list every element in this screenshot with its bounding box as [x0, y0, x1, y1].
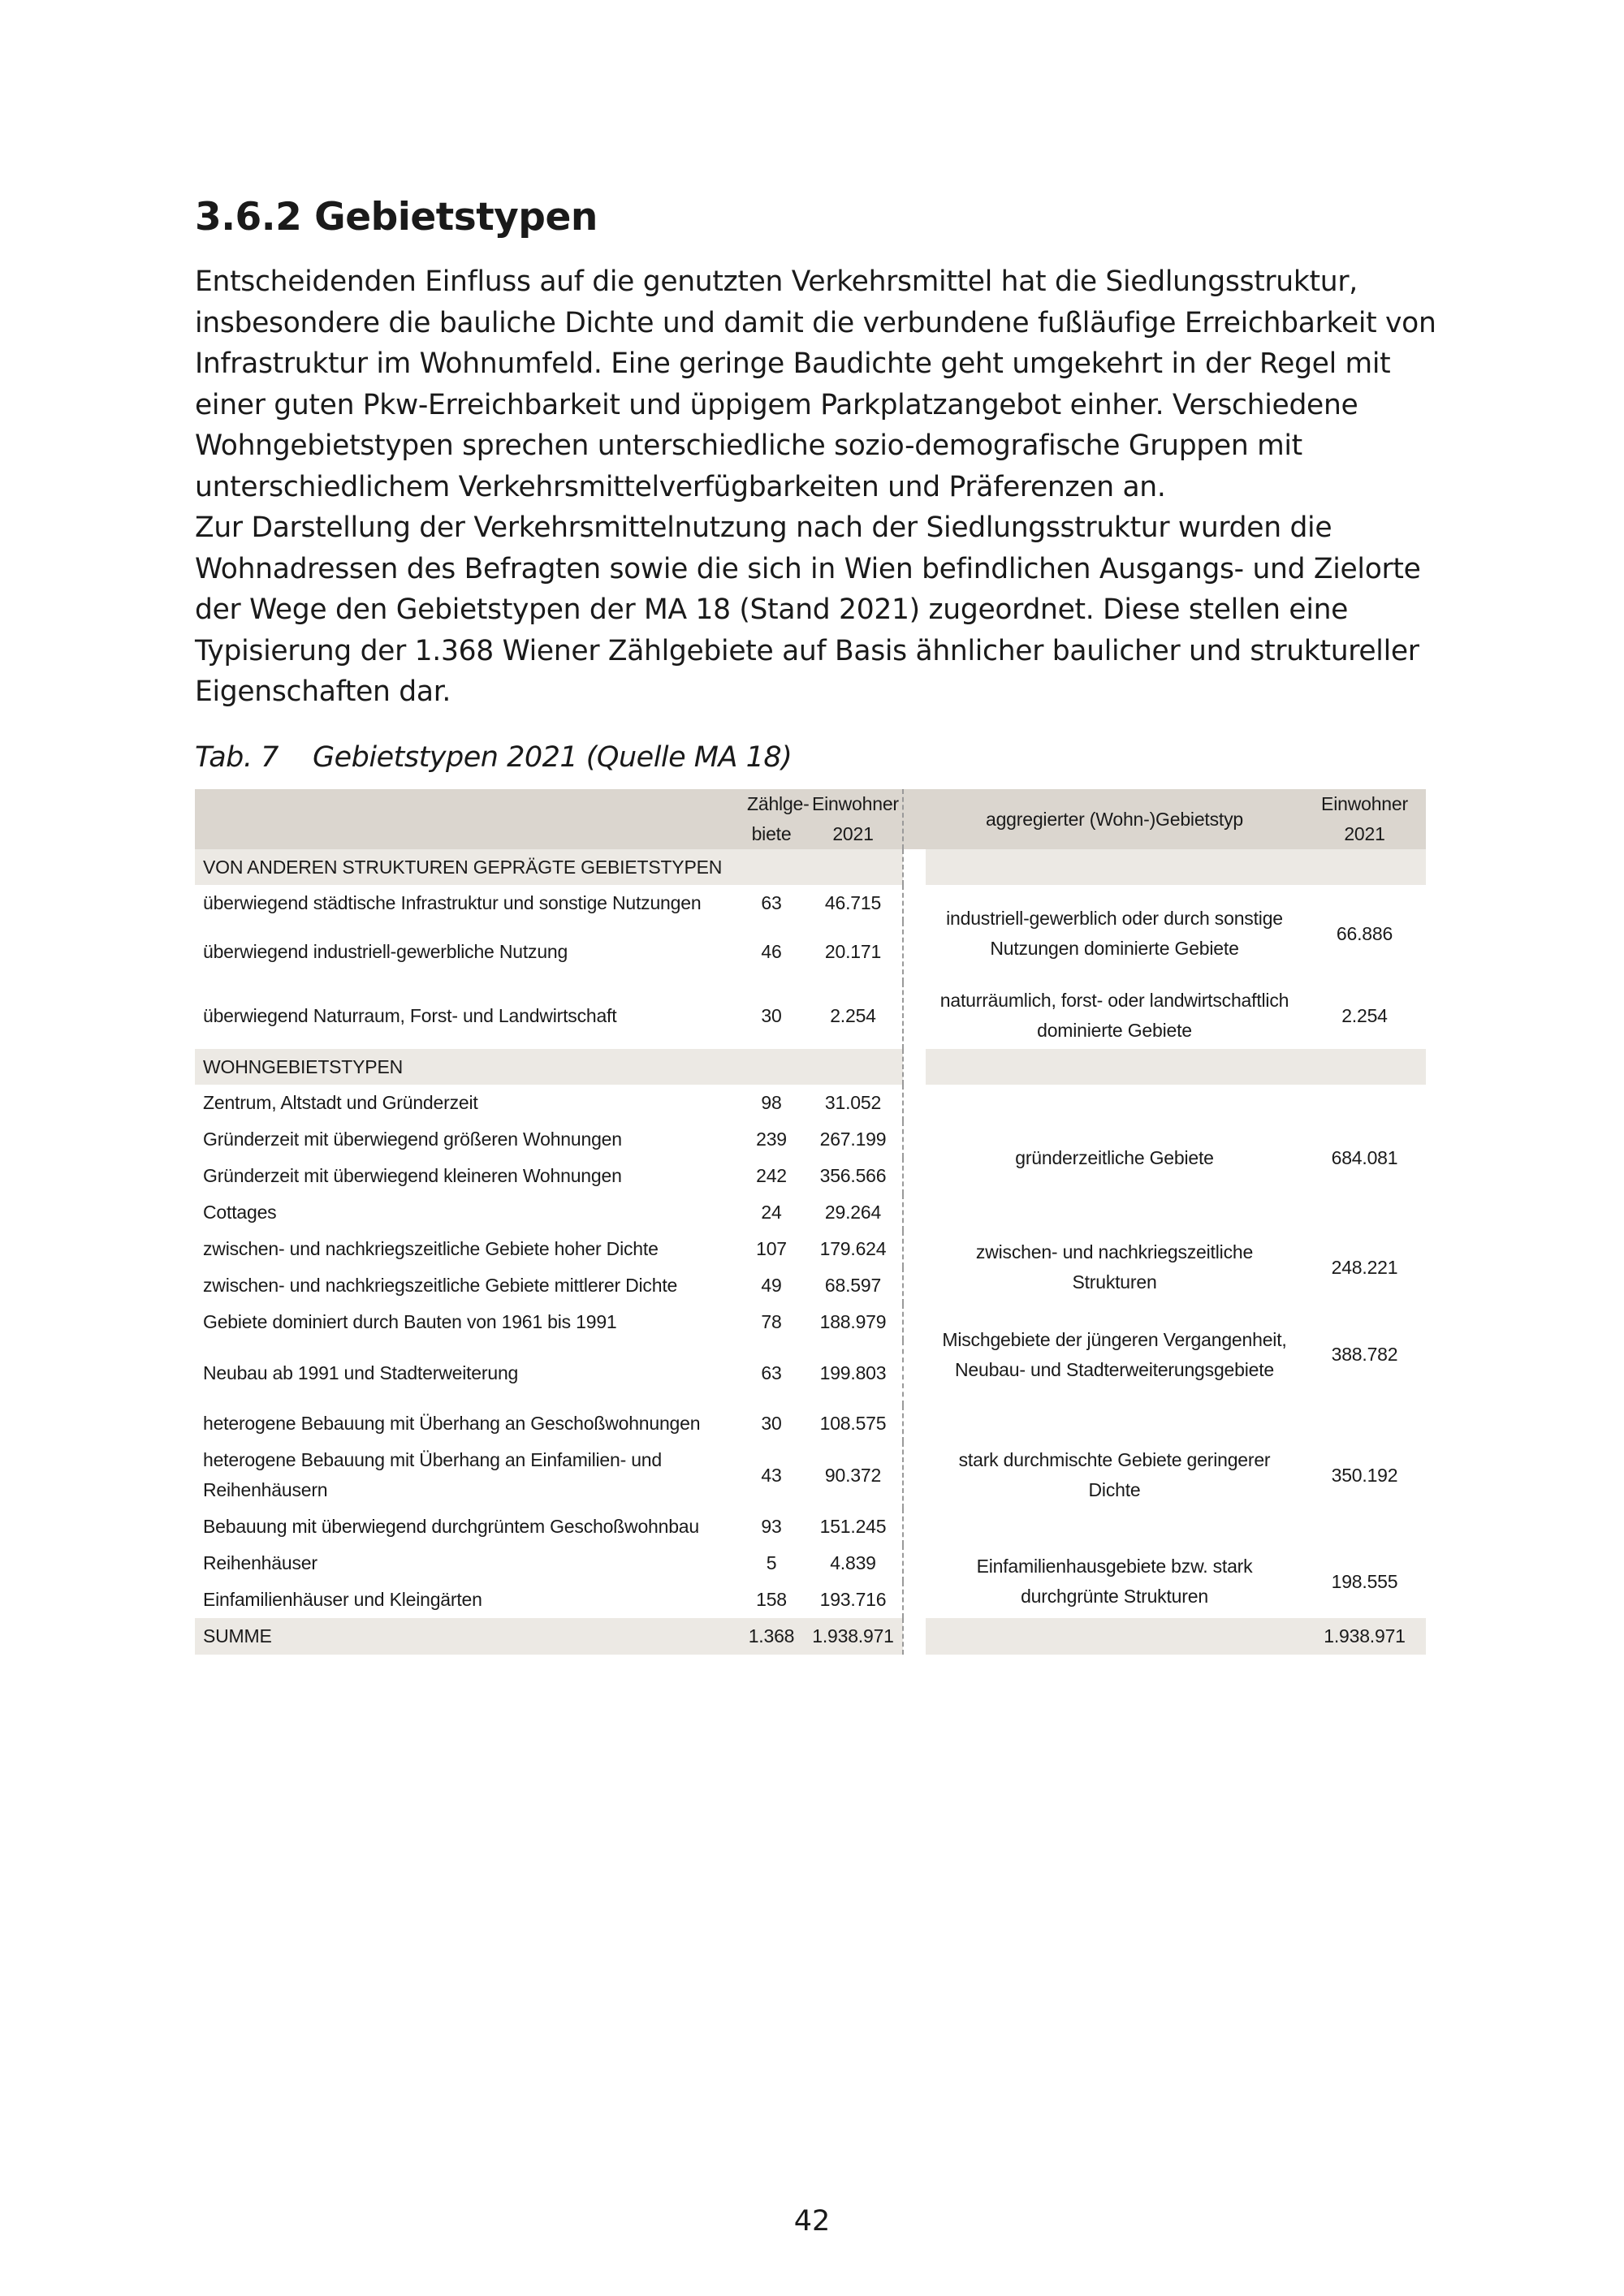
- paragraph-2: Zur Darstellung der Verkehrsmittelnutzung nach der Siedlungsstruktur wurden die Wohnadressen des Befragten sowie die sich in Wien befindlichen Ausgangs- und Zielorte der Wege den Gebietstypen der MA 18 (Stand 2021) zugeordnet. Diese stellen eine Typisierung der 1.368 Wiener Zählgebiete auf Basis ähnlicher baulicher und struktureller Eigenschaften dar.: [195, 511, 1421, 708]
- sum-zaehlgebiete: 1.368: [739, 1618, 804, 1655]
- group-einwohner: 684.081: [1331, 1146, 1398, 1168]
- row-name: Einfamilienhäuser und Kleingärten: [203, 1589, 482, 1610]
- row-zaehlgebiete: 46: [761, 941, 782, 962]
- row-name: Bebauung mit überwiegend durchgrüntem Geschoßwohnbau: [203, 1516, 699, 1537]
- group-einwohner: 66.886: [1336, 922, 1393, 944]
- row-zaehlgebiete: 107: [756, 1238, 787, 1259]
- row-zaehlgebiete: 24: [761, 1202, 782, 1223]
- row-einwohner: 29.264: [804, 1194, 903, 1231]
- group-name: Mischgebiete der jüngeren Vergangenheit, Neubau- und Stadterweiterungsgebiete: [942, 1328, 1287, 1380]
- group-name: zwischen- und nachkriegszeitliche Strukturen: [975, 1241, 1254, 1293]
- sum-label: SUMME: [195, 1618, 739, 1655]
- table-row: [195, 1304, 1426, 1340]
- group-einwohner: 198.555: [1331, 1570, 1398, 1592]
- row-einwohner: 199.803: [804, 1340, 903, 1405]
- row-einwohner: 2.254: [804, 982, 903, 1049]
- row-zaehlgebiete: 239: [756, 1129, 787, 1150]
- row-name: Cottages: [203, 1202, 277, 1223]
- header-aggregiert: aggregierter (Wohn-)Gebietstyp: [926, 789, 1303, 849]
- row-zaehlgebiete: 98: [761, 1092, 782, 1113]
- row-einwohner: 193.716: [804, 1582, 903, 1618]
- row-einwohner: 267.199: [804, 1121, 903, 1158]
- group-name: naturräumlich, forst- oder landwirtschaftlich dominierte Gebiete: [939, 990, 1289, 1041]
- section-label: VON ANDEREN STRUKTUREN GEPRÄGTE GEBIETSTYPEN: [195, 849, 804, 885]
- header-zaehlgebiete: Zählge- biete: [739, 789, 804, 849]
- group-einwohner: 2.254: [1341, 1004, 1388, 1026]
- row-zaehlgebiete: 158: [756, 1589, 787, 1610]
- row-einwohner: 20.171: [804, 921, 903, 982]
- section-label: WOHNGEBIETSTYPEN: [195, 1049, 804, 1085]
- table-row: [195, 1231, 1426, 1267]
- row-zaehlgebiete: 43: [761, 1464, 782, 1486]
- sum-einwohner-agg: 1.938.971: [1303, 1618, 1426, 1655]
- row-zaehlgebiete: 63: [761, 892, 782, 913]
- row-zaehlgebiete: 30: [761, 1004, 782, 1026]
- group-einwohner: 248.221: [1331, 1256, 1398, 1278]
- table-row: [195, 1085, 1426, 1121]
- row-einwohner: 68.597: [804, 1267, 903, 1304]
- row-einwohner: 188.979: [804, 1304, 903, 1340]
- row-einwohner: 179.624: [804, 1231, 903, 1267]
- page-number: 42: [793, 2205, 831, 2238]
- row-name: heterogene Bebauung mit Überhang an Einfamilien- und Reihenhäusern: [203, 1449, 662, 1500]
- row-name: überwiegend industriell-gewerbliche Nutzung: [203, 941, 568, 962]
- row-zaehlgebiete: 93: [761, 1516, 782, 1537]
- sum-einwohner: 1.938.971: [804, 1618, 903, 1655]
- row-name: zwischen- und nachkriegszeitliche Gebiete hoher Dichte: [203, 1238, 659, 1259]
- gebietstypen-table: [195, 789, 1426, 1655]
- header-einwohner-agg: Einwohner 2021: [1303, 789, 1426, 849]
- table-caption-title: Gebietstypen 2021 (Quelle MA 18): [313, 741, 793, 774]
- section-row: [195, 1049, 1426, 1085]
- table-row: [195, 982, 1426, 1049]
- group-name: Einfamilienhausgebiete bzw. stark durchgrünte Strukturen: [976, 1556, 1253, 1607]
- row-name: Gründerzeit mit überwiegend kleineren Wohnungen: [203, 1165, 622, 1186]
- table-row: [195, 1545, 1426, 1582]
- group-name: stark durchmischte Gebiete geringerer Dichte: [958, 1449, 1271, 1500]
- table-header-row: [195, 789, 1426, 849]
- group-einwohner: 350.192: [1331, 1464, 1398, 1486]
- row-zaehlgebiete: 242: [756, 1165, 787, 1186]
- row-name: Reihenhäuser: [203, 1552, 317, 1573]
- row-einwohner: 108.575: [804, 1405, 903, 1442]
- group-einwohner: 388.782: [1331, 1344, 1398, 1365]
- row-einwohner: 90.372: [804, 1442, 903, 1508]
- row-name: Neubau ab 1991 und Stadterweiterung: [203, 1362, 519, 1383]
- row-zaehlgebiete: 30: [761, 1413, 782, 1434]
- row-name: überwiegend städtische Infrastruktur und sonstige Nutzungen: [203, 892, 702, 913]
- body-text: [195, 261, 1445, 713]
- row-name: Gründerzeit mit überwiegend größeren Wohnungen: [203, 1129, 622, 1150]
- row-name: heterogene Bebauung mit Überhang an Geschoßwohnungen: [203, 1413, 701, 1434]
- row-einwohner: 4.839: [804, 1545, 903, 1582]
- row-einwohner: 356.566: [804, 1158, 903, 1194]
- header-einwohner: Einwohner 2021: [804, 789, 903, 849]
- table-caption-number: Tab. 7: [195, 741, 279, 774]
- row-einwohner: 151.245: [804, 1508, 903, 1545]
- row-zaehlgebiete: 5: [766, 1552, 777, 1573]
- row-einwohner: 46.715: [804, 885, 903, 921]
- row-zaehlgebiete: 49: [761, 1275, 782, 1296]
- section-heading: 3.6.2 Gebietstypen: [195, 195, 598, 240]
- row-einwohner: 31.052: [804, 1085, 903, 1121]
- row-name: Gebiete dominiert durch Bauten von 1961 bis 1991: [203, 1311, 617, 1332]
- row-zaehlgebiete: 78: [761, 1311, 782, 1332]
- table-row: [195, 1405, 1426, 1442]
- sum-row: [195, 1618, 1426, 1655]
- row-zaehlgebiete: 63: [761, 1362, 782, 1383]
- row-name: Zentrum, Altstadt und Gründerzeit: [203, 1092, 478, 1113]
- group-name: gründerzeitliche Gebiete: [1015, 1146, 1214, 1168]
- table-row: [195, 885, 1426, 921]
- group-name: industriell-gewerblich oder durch sonstige Nutzungen dominierte Gebiete: [946, 908, 1283, 959]
- row-name: zwischen- und nachkriegszeitliche Gebiete mittlerer Dichte: [203, 1275, 678, 1296]
- section-row: [195, 849, 1426, 885]
- paragraph-1: Entscheidenden Einfluss auf die genutzten Verkehrsmittel hat die Siedlungsstruktur, insbesondere die bauliche Dichte und damit die verbundene fußläufige Erreichbarkeit von Infrastruktur im Wohnumfeld. Eine geringe Baudichte geht umgekehrt in der Regel mit einer guten Pkw-Erreichbarkeit und üppigem Parkplatzangebot einher. Verschiedene Wohngebietstypen sprechen unterschiedliche sozio-demografische Gruppen mit unterschiedlichem Verkehrsmittelverfügbarkeiten und Präferenzen an.: [195, 265, 1436, 503]
- table-caption: [195, 741, 792, 774]
- row-name: überwiegend Naturraum, Forst- und Landwirtschaft: [203, 1004, 617, 1026]
